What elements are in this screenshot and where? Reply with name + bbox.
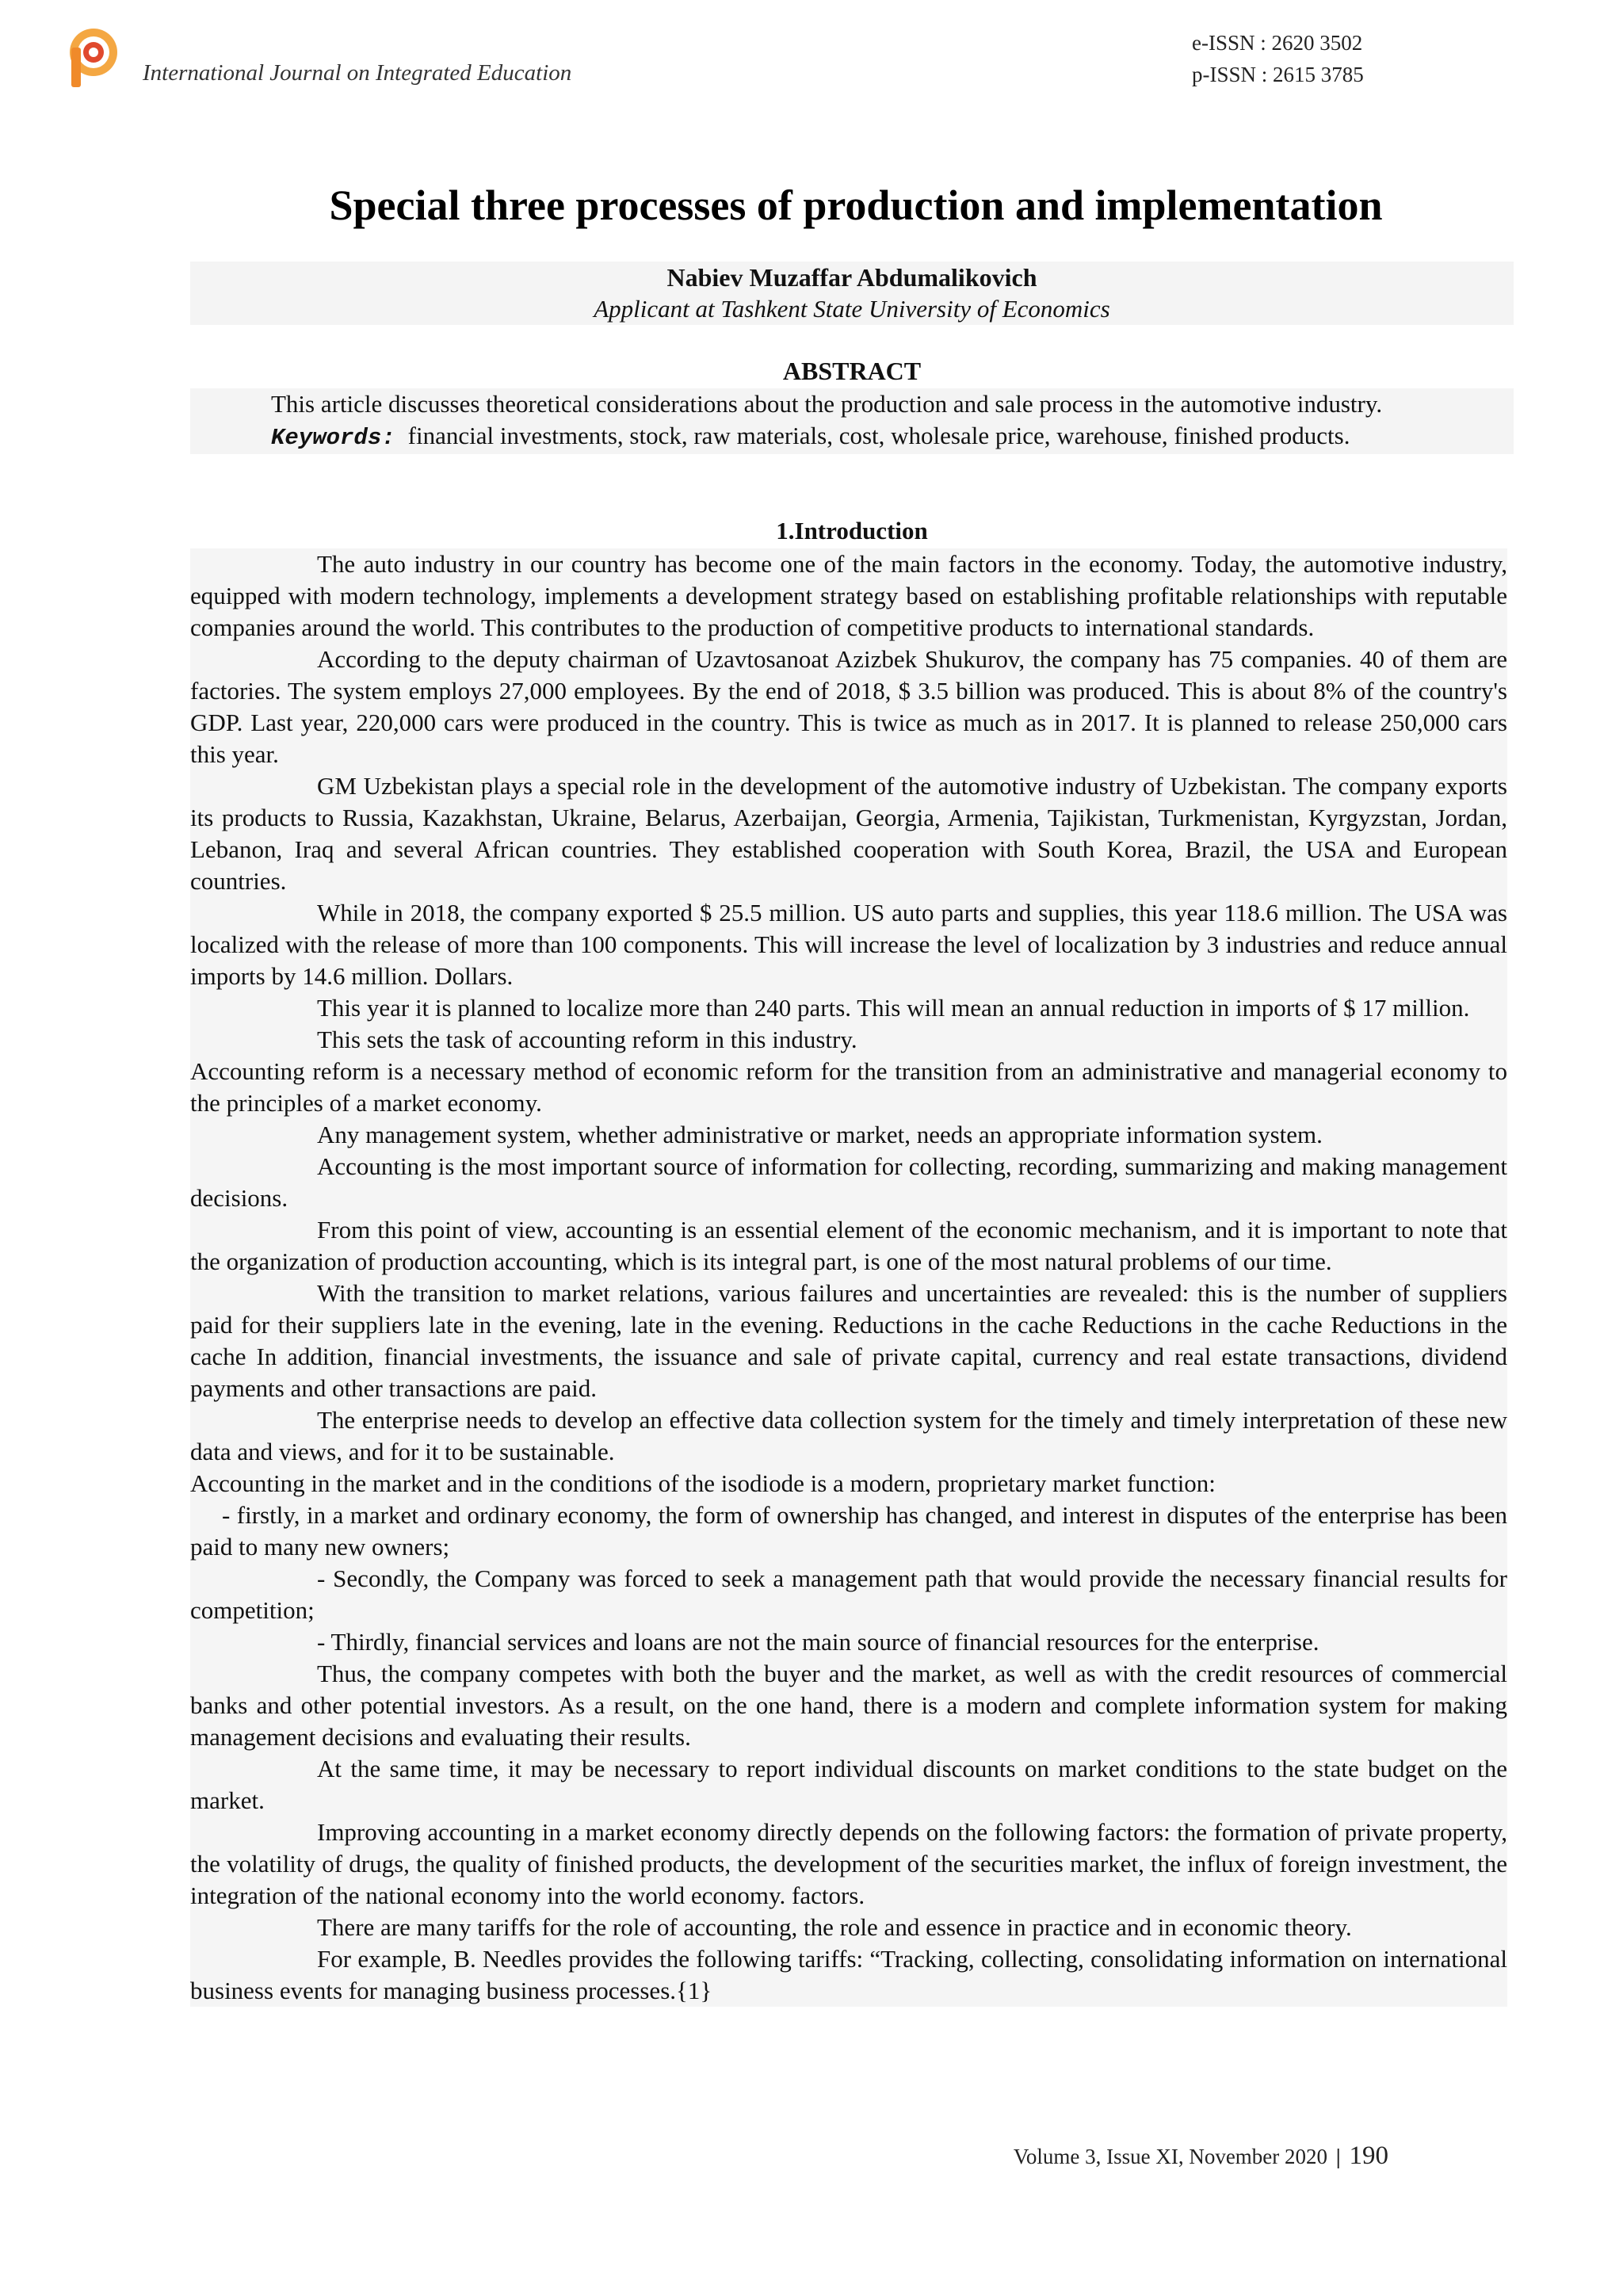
paragraph: The enterprise needs to develop an effective data collection system for the timely and timely interpretation of these new data and views, and for it to be sustainable. <box>190 1404 1507 1468</box>
paragraph: The auto industry in our country has become one of the main factors in the economy. Today, the automotive industry, equipped with modern technology, implements a development strategy based on establishing profitable relationships with reputable companies around the world. This contributes to the production of competitive products to international standards. <box>190 548 1507 644</box>
keywords-text: financial investments, stock, raw materials, cost, wholesale price, warehouse, finished products. <box>407 422 1350 449</box>
issn-block <box>1192 27 1364 90</box>
paragraph: There are many tariffs for the role of accounting, the role and essence in practice and in economic theory. <box>190 1912 1507 1943</box>
author-affiliation: Applicant at Tashkent State University of Economics <box>594 295 1110 323</box>
paragraph: For example, B. Needles provides the following tariffs: “Tracking, collecting, consolidating information on international business events for managing business processes.{1} <box>190 1943 1507 2007</box>
paragraph: This year it is planned to localize more than 240 parts. This will mean an annual reduction in imports of $ 17 million. <box>190 992 1507 1024</box>
paper-title: Special three processes of production and implementation <box>329 181 1383 229</box>
footer-separator: | <box>1335 2145 1341 2168</box>
paragraph: From this point of view, accounting is an essential element of the economic mechanism, and it is important to note that the organization of production accounting, which is its integral part, is one of the most natural problems of our time. <box>190 1214 1507 1278</box>
abstract-heading: ABSTRACT <box>782 357 922 385</box>
volume-info: Volume 3, Issue XI, November 2020 <box>1013 2145 1328 2168</box>
keywords-label: Keywords: <box>271 425 395 451</box>
page-number: 190 <box>1349 2141 1388 2170</box>
pissn: p-ISSN : 2615 3785 <box>1192 63 1364 86</box>
paragraph: Accounting reform is a necessary method of economic reform for the transition from an administrative and managerial economy to the principles of a market economy. <box>190 1056 1507 1119</box>
paragraph: While in 2018, the company exported $ 25.5 million. US auto parts and supplies, this year 118.6 million. The USA was localized with the release of more than 100 components. This will increase the level of localization by 3 industries and reduce annual imports by 14.6 million. Dollars. <box>190 897 1507 992</box>
body-text <box>190 548 1507 2007</box>
paragraph: Accounting is the most important source of information for collecting, recording, summarizing and making management decisions. <box>190 1151 1507 1214</box>
paragraph: GM Uzbekistan plays a special role in the development of the automotive industry of Uzbekistan. The company exports its products to Russia, Kazakhstan, Ukraine, Belarus, Azerbaijan, Georgia, Armenia, Tajikistan, Turkmenistan, Kyrgyzstan, Jordan, Lebanon, Iraq and several African countries. They established cooperation with South Korea, Brazil, the USA and European countries. <box>190 770 1507 897</box>
eissn: e-ISSN : 2620 3502 <box>1192 31 1363 55</box>
list-item: - Secondly, the Company was forced to seek a management path that would provide the necessary financial results for competition; <box>190 1563 1507 1626</box>
author-block <box>190 262 1514 325</box>
keywords-line <box>190 420 1514 454</box>
page-header <box>63 19 1411 98</box>
journal-logo-icon <box>63 24 124 90</box>
abstract-block <box>190 388 1514 454</box>
list-item: - Thirdly, financial services and loans are not the main source of financial resources for the enterprise. <box>190 1626 1507 1658</box>
abstract-text: This article discusses theoretical considerations about the production and sale process in the automotive industry. <box>271 390 1383 418</box>
author-name: Nabiev Muzaffar Abdumalikovich <box>666 263 1037 292</box>
paragraph: According to the deputy chairman of Uzavtosanoat Azizbek Shukurov, the company has 75 companies. 40 of them are factories. The system employs 27,000 employees. By the end of 2018, $ 3.5 billion was produced. This is about 8% of the country's GDP. Last year, 220,000 cars were produced in the country. This is twice as much as in 2017. It is planned to release 250,000 cars this year. <box>190 644 1507 770</box>
section-heading: 1.Introduction <box>776 517 928 544</box>
journal-name: International Journal on Integrated Education <box>143 60 572 86</box>
paragraph: Thus, the company competes with both the buyer and the market, as well as with the credit resources of commercial banks and other potential investors. As a result, on the one hand, there is a modern and complete information system for making management decisions and evaluating their results. <box>190 1658 1507 1753</box>
paragraph: Any management system, whether administrative or market, needs an appropriate information system. <box>190 1119 1507 1151</box>
paragraph: At the same time, it may be necessary to report individual discounts on market conditions to the state budget on the market. <box>190 1753 1507 1817</box>
paragraph: With the transition to market relations, various failures and uncertainties are revealed: this is the number of suppliers paid for their suppliers late in the evening, late in the evening. Reductions in the cache Reductions in the cache Reductions in the cache In addition, financial investments, the issuance and sale of private capital, currency and real estate transactions, dividend payments and other transactions are paid. <box>190 1278 1507 1404</box>
paragraph: This sets the task of accounting reform in this industry. <box>190 1024 1507 1056</box>
paragraph: Accounting in the market and in the conditions of the isodiode is a modern, proprietary market function: <box>190 1468 1507 1499</box>
page-footer <box>1014 2141 1388 2171</box>
list-item: - firstly, in a market and ordinary economy, the form of ownership has changed, and interest in disputes of the enterprise has been paid to many new owners; <box>190 1499 1507 1563</box>
paragraph: Improving accounting in a market economy directly depends on the following factors: the formation of private property, the volatility of drugs, the quality of finished products, the development of the securities market, the influx of foreign investment, the integration of the national economy into the world economy. factors. <box>190 1817 1507 1912</box>
